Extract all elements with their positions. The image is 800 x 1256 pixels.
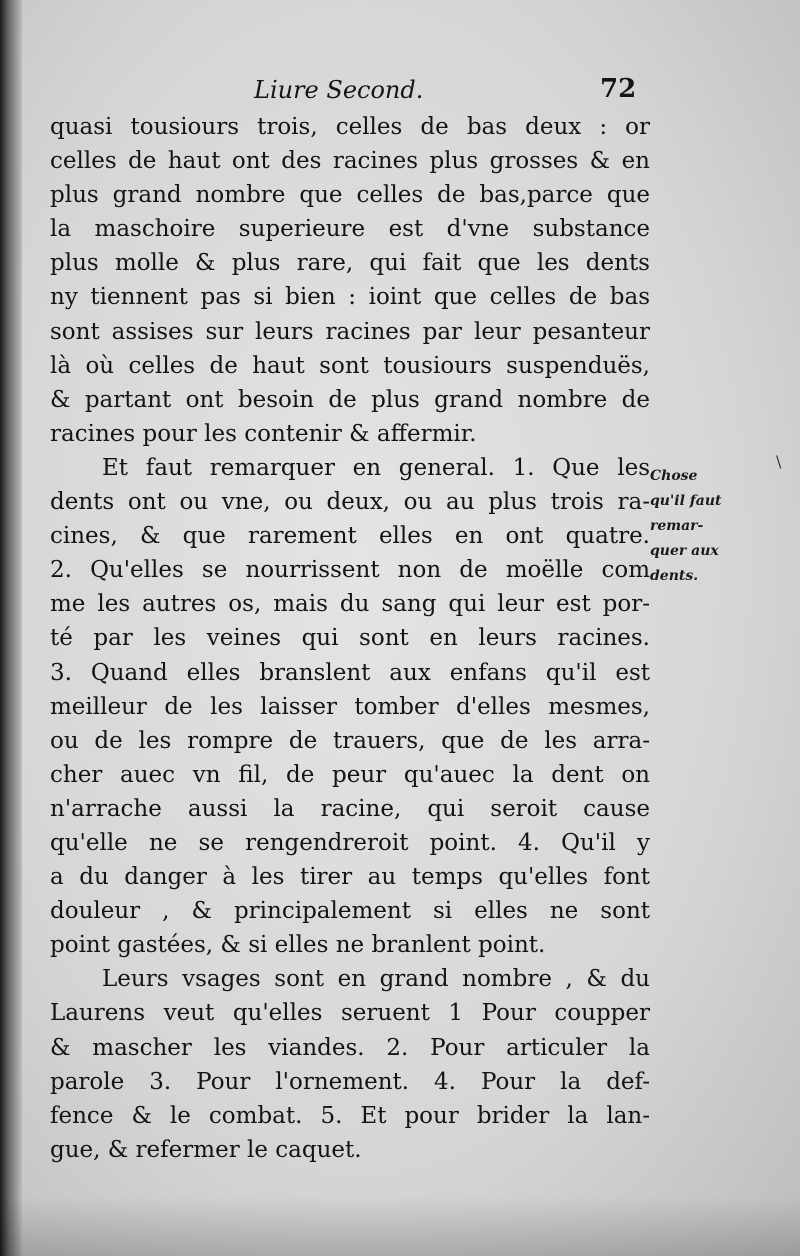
body-text [50,110,650,1167]
margin-note-line: dents. [650,568,699,584]
text-line: Laurens veut qu'elles seruent 1 Pour coupper [50,1000,650,1027]
text-line: celles de haut ont des racines plus grosses & en [50,148,650,175]
text-line: Leurs vsages sont en grand nombre , & du [102,966,650,993]
text-line: cher auec vn fil, de peur qu'auec la dent on [50,761,650,788]
page-shadow [0,1196,800,1256]
text-line: fence & le combat. 5. Et pour brider la lan- [50,1102,650,1129]
margin-note-line: Chose [650,468,698,484]
text-line: gue, & refermer le caquet. [50,1136,362,1163]
text-line: dents ont ou vne, ou deux, ou au plus trois ra- [50,489,650,516]
text-line: 3. Quand elles branslent aux enfans qu'il est [50,659,650,686]
binding-gutter [0,0,22,1256]
text-line: douleur , & principalement si elles ne sont [50,898,650,925]
text-line: la maschoire superieure est d'vne substance [50,216,650,243]
text-line: n'arrache aussi la racine, qui seroit cause [50,795,650,822]
text-line: Et faut remarquer en general. 1. Que les [102,454,650,481]
text-line: plus grand nombre que celles de bas,parce que [50,182,650,209]
margin-note-line: qu'il faut [650,493,722,509]
text-line: point gastées, & si elles ne branlent point. [50,932,546,959]
text-line: parole 3. Pour l'ornement. 4. Pour la def- [50,1068,650,1095]
margin-note [650,464,760,589]
text-line: ny tiennent pas si bien : ioint que celles de bas [50,284,650,311]
text-line: & mascher les viandes. 2. Pour articuler la [50,1034,650,1061]
text-line: a du danger à les tirer au temps qu'elles font [50,864,650,891]
text-line: plus molle & plus rare, qui fait que les dents [50,250,650,277]
text-line: là où celles de haut sont tousiours suspenduës, [50,352,650,379]
text-line: quasi tousiours trois, celles de bas deux : or [50,114,650,140]
text-line: me les autres os, mais du sang qui leur est por- [50,591,650,618]
text-line: racines pour les contenir & affermir. [50,420,477,447]
text-line: 2. Qu'elles se nourrissent non de moëlle com [50,557,650,584]
margin-note-line: remar- [650,518,704,534]
text-line: té par les veines qui sont en leurs racines. [50,625,650,652]
text-line: cines, & que rarement elles en ont quatre. [50,523,650,550]
running-head: Liure Second. [254,76,424,104]
page-header [0,76,800,112]
margin-mark: \ [776,452,782,471]
text-line: qu'elle ne se rengendreroit point. 4. Qu'il y [50,829,650,856]
text-line: meilleur de les laisser tomber d'elles mesmes, [50,693,650,720]
text-line: ou de les rompre de trauers, que de les arra- [50,727,650,754]
page-number: 72 [600,74,637,104]
margin-note-line: quer aux [650,543,719,559]
text-line: sont assises sur leurs racines par leur pesanteur [50,318,650,345]
text-line: & partant ont besoin de plus grand nombre de [50,386,650,413]
